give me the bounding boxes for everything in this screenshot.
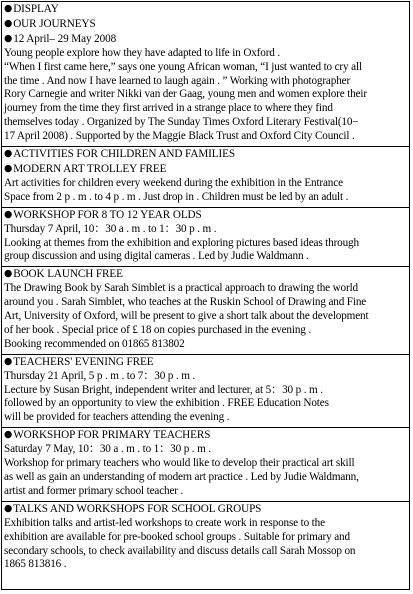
event-title: ● MODERN ART TROLLEY FREE	[4, 162, 409, 177]
event-title: ● TALKS AND WORKSHOPS FOR SCHOOL GROUPS	[4, 502, 409, 517]
body-line: themselves today . Organized by The Sunday Times Oxford Literary Festival(10−	[4, 116, 359, 129]
body-line: Art activities for children every weekend during the exhibition in the Entrance	[4, 176, 343, 189]
section-display	[2, 2, 409, 147]
section-teachers-evening	[2, 355, 409, 429]
section-workshop-8-12	[2, 208, 409, 268]
body-line: Exhibition talks and artist-led workshops to create work in response to the	[4, 516, 325, 529]
event-title: ● WORKSHOP FOR 8 TO 12 YEAR OLDS	[4, 208, 409, 223]
body-line: Workshop for primary teachers who would like to develop their practical art skill	[4, 457, 355, 470]
event-date-line: Saturday 7 May, 10：30 a . m . to 1：30 p . m .	[4, 443, 211, 456]
body-line: Looking at themes from the exhibition and exploring pictures based ideas through	[4, 236, 359, 249]
section-book-launch	[2, 267, 409, 354]
body-line: 17 April 2008) . Supported by the Maggie Black Trust and Oxford City Council .	[4, 130, 355, 143]
event-date-line: Thursday 7 April, 10：30 a . m . to 1：30 p . m .	[4, 222, 217, 235]
event-title: ● OUR JOURNEYS	[4, 17, 409, 32]
body-line: artist and former primary school teacher .	[4, 484, 184, 497]
body-line: 1865 813816 .	[4, 558, 67, 571]
section-primary-teachers	[2, 428, 409, 502]
event-title: ● TEACHERS' EVENING FREE	[4, 355, 409, 370]
body-line: of her book . Special price of £ 18 on copies purchased in the evening .	[4, 323, 312, 336]
body-line: “When I first came here,” says one young African woman, “I just wanted to cry all	[4, 60, 362, 73]
event-date-line: Thursday 21 April, 5 p . m . to 7：30 p . m .	[4, 369, 196, 382]
booking-line: Booking recommended on 01865 813802	[4, 337, 185, 350]
body-line: Art, University of Oxford, will be present to give a short talk about the development	[4, 310, 369, 323]
body-line: Space from 2 p . m . to 4 p . m . Just drop in . Children must be led by an adult .	[4, 190, 349, 203]
section-heading: ● ACTIVITIES FOR CHILDREN AND FAMILIES	[4, 147, 409, 162]
body-line: the time . And now I have learned to laugh again . ” Working with photographer	[4, 74, 351, 87]
body-line: exhibition are available for pre-booked school groups . Suitable for primary and	[4, 530, 350, 543]
body-line: Rory Carnegie and writer Nikki van der Gaag, young men and women explore their	[4, 88, 367, 101]
body-line: The Drawing Book by Sarah Simblet is a practical approach to drawing the world	[4, 282, 358, 295]
event-title: ● WORKSHOP FOR PRIMARY TEACHERS	[4, 428, 409, 443]
events-document	[1, 1, 410, 590]
section-school-groups	[2, 502, 409, 575]
body-line: journey from the time they first arrived in a strange place to where they find	[4, 102, 333, 115]
event-dates: ● 12 April– 29 May 2008	[4, 32, 409, 47]
body-line: Lecture by Susan Bright, independent writer and lecturer, at 5：30 p . m .	[4, 383, 323, 396]
body-line: around you . Sarah Simblet, who teaches at the Ruskin School of Drawing and Fine	[4, 296, 367, 309]
body-line: group discussion and using digital cameras . Led by Judie Waldmann .	[4, 250, 309, 263]
section-activities	[2, 147, 409, 208]
body-line: followed by an opportunity to view the exhibition . FREE Education Notes	[4, 397, 329, 410]
section-heading: ● DISPLAY	[4, 2, 409, 17]
body-line: will be provided for teachers attending the evening .	[4, 411, 230, 424]
body-line: as well as gain an understanding of modern art practice . Led by Judie Waldmann,	[4, 471, 359, 483]
event-title: ● BOOK LAUNCH FREE	[4, 267, 409, 282]
body-line: secondary schools, to check availability and discuss details call Sarah Mossop on	[4, 544, 356, 557]
body-line: Young people explore how they have adapted to life in Oxford .	[4, 46, 281, 59]
